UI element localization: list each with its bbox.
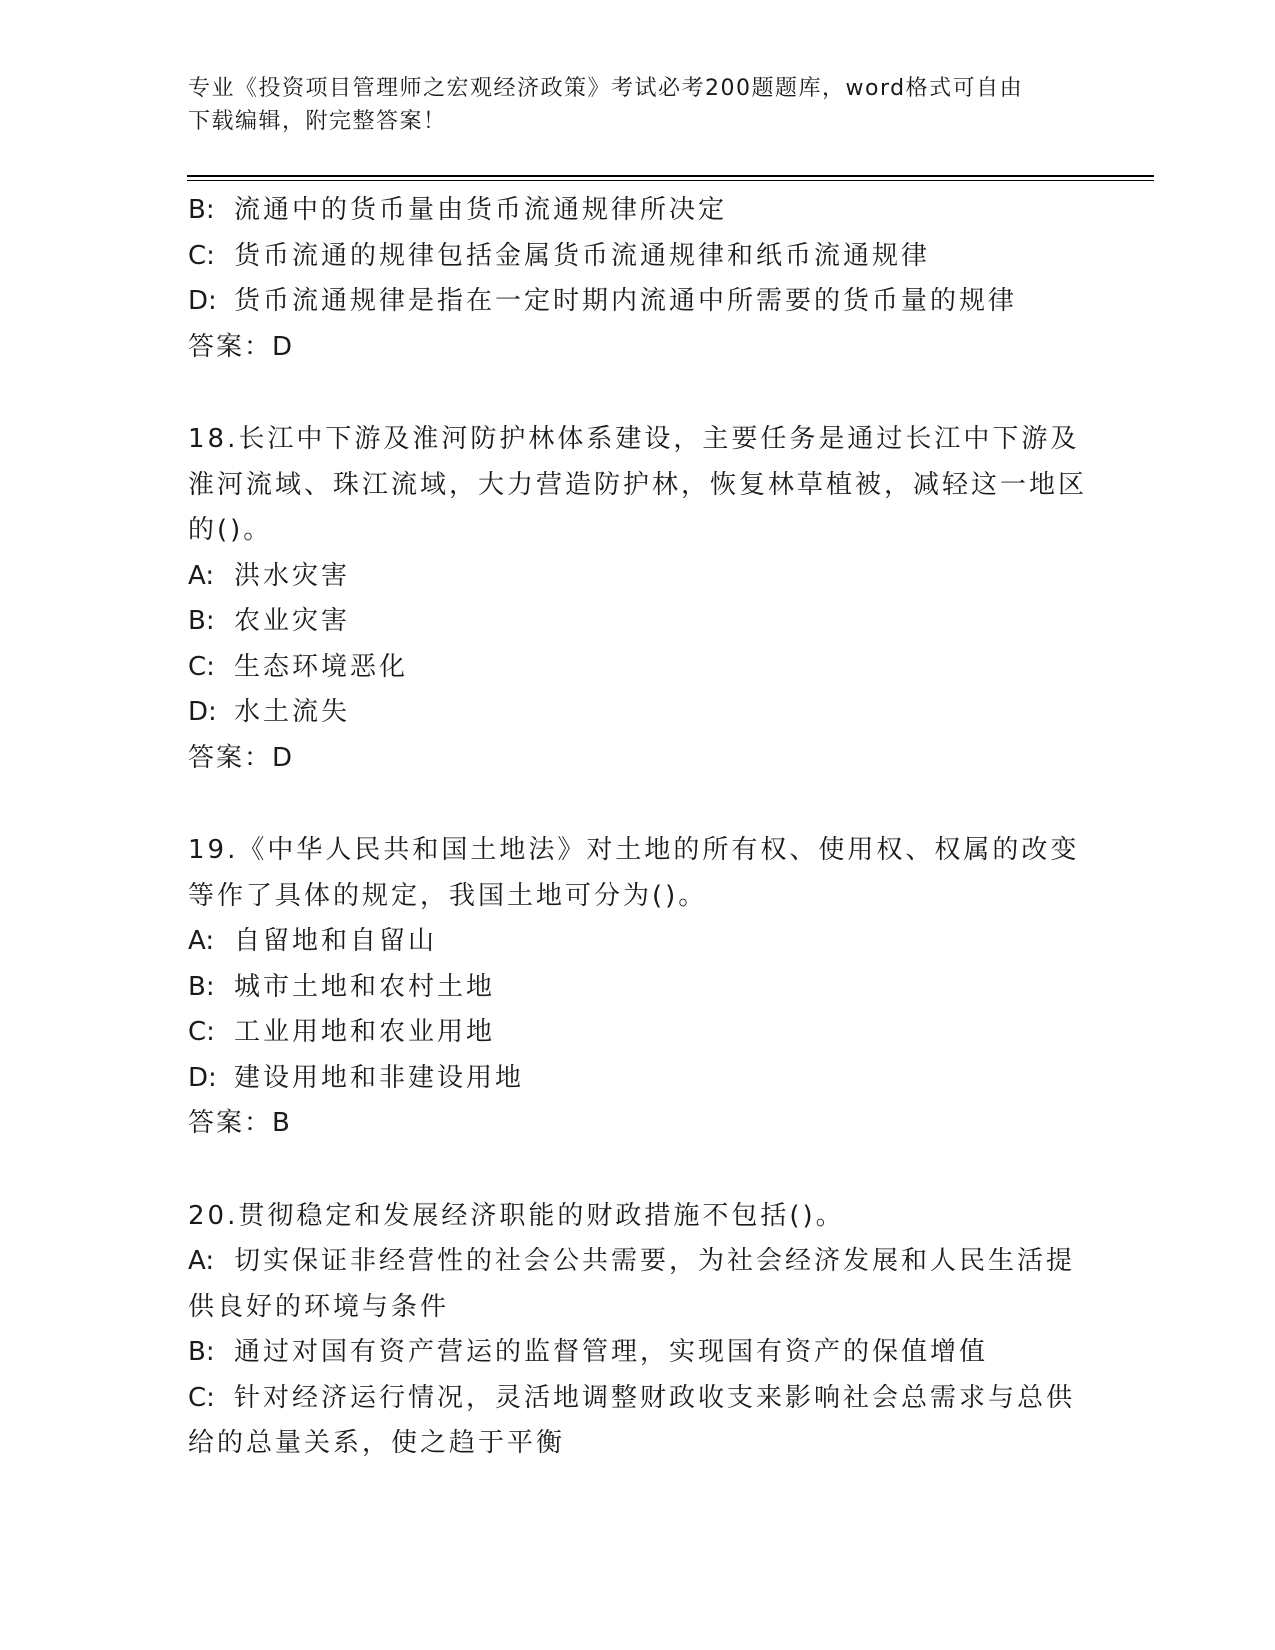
answer-line: 答案：D <box>188 742 295 773</box>
header-line-2: 下载编辑，附完整答案！ <box>188 109 447 134</box>
option-c <box>188 234 1088 280</box>
option-text: 城市土地和农村土地 <box>234 971 496 1002</box>
answer-line: 答案：D <box>188 331 295 362</box>
option-text: 水土流失 <box>234 697 351 727</box>
option-label: A: <box>188 560 215 591</box>
question-19 <box>188 828 1088 1147</box>
option-label: C: <box>188 651 215 682</box>
option-text: 建设用地和非建设用地 <box>234 1062 525 1093</box>
option-d <box>188 690 1088 736</box>
option-label: C: <box>188 240 215 271</box>
option-c <box>188 1376 1088 1467</box>
option-text: 货币流通的规律包括金属货币流通规律和纸币流通规律 <box>234 240 931 271</box>
option-label: C: <box>188 1382 215 1413</box>
option-d <box>188 279 1088 325</box>
option-text: 切实保证非经营性的社会公共需要，为社会经济发展和人民生活提供良好的环境与条件 <box>188 1246 1076 1322</box>
option-text: 流通中的货币量由货币流通规律所决定 <box>234 195 728 225</box>
question-text: 19.《中华人民共和国土地法》对土地的所有权、使用权、权属的改变等作了具体的规定，我国土地可分为()。 <box>188 835 1080 911</box>
spacer <box>188 370 1088 417</box>
header-line-1: 专业《投资项目管理师之宏观经济政策》考试必考200题题库，word格式可自由 <box>188 76 1024 101</box>
header-divider-thick <box>187 175 1154 177</box>
option-a <box>188 554 1088 600</box>
option-label: B: <box>188 1337 215 1367</box>
option-label: D: <box>188 1062 217 1093</box>
option-text: 针对经济运行情况，灵活地调整财政收支来影响社会总需求与总供给的总量关系，使之趋于平衡 <box>188 1382 1076 1458</box>
option-label: B: <box>188 971 215 1002</box>
answer-line: 答案：B <box>188 1108 292 1138</box>
option-text: 自留地和自留山 <box>234 926 438 956</box>
option-c <box>188 1010 1088 1056</box>
option-b <box>188 1330 1088 1376</box>
spacer <box>188 781 1088 828</box>
option-text: 工业用地和农业用地 <box>234 1017 496 1047</box>
option-d <box>188 1056 1088 1102</box>
option-a <box>188 919 1088 965</box>
option-label: B: <box>188 606 215 636</box>
option-label: D: <box>188 697 217 727</box>
question-list <box>188 188 1088 1467</box>
spacer <box>188 1147 1088 1194</box>
option-text: 货币流通规律是指在一定时期内流通中所需要的货币量的规律 <box>234 286 1018 316</box>
option-b <box>188 965 1088 1011</box>
option-text: 生态环境恶化 <box>234 651 409 682</box>
option-a <box>188 1239 1088 1330</box>
question-20 <box>188 1194 1088 1467</box>
question-18 <box>188 417 1088 781</box>
header-divider-thin <box>187 180 1154 181</box>
question-17-continued <box>188 188 1088 370</box>
option-b <box>188 599 1088 645</box>
option-c <box>188 645 1088 691</box>
option-label: A: <box>188 926 215 956</box>
option-text: 洪水灾害 <box>234 560 351 591</box>
option-label: D: <box>188 286 217 316</box>
option-label: C: <box>188 1017 215 1047</box>
question-text: 20.贯彻稳定和发展经济职能的财政措施不包括()。 <box>188 1200 845 1231</box>
option-text: 农业灾害 <box>234 606 351 636</box>
question-text: 18.长江中下游及淮河防护林体系建设，主要任务是通过长江中下游及淮河流域、珠江流域，大力营造防护林，恢复林草植被，减轻这一地区的()。 <box>188 424 1088 545</box>
option-text: 通过对国有资产营运的监督管理，实现国有资产的保值增值 <box>234 1337 989 1367</box>
option-label: B: <box>188 195 215 225</box>
page-header <box>188 72 1088 138</box>
option-b <box>188 188 1088 234</box>
option-label: A: <box>188 1246 215 1276</box>
